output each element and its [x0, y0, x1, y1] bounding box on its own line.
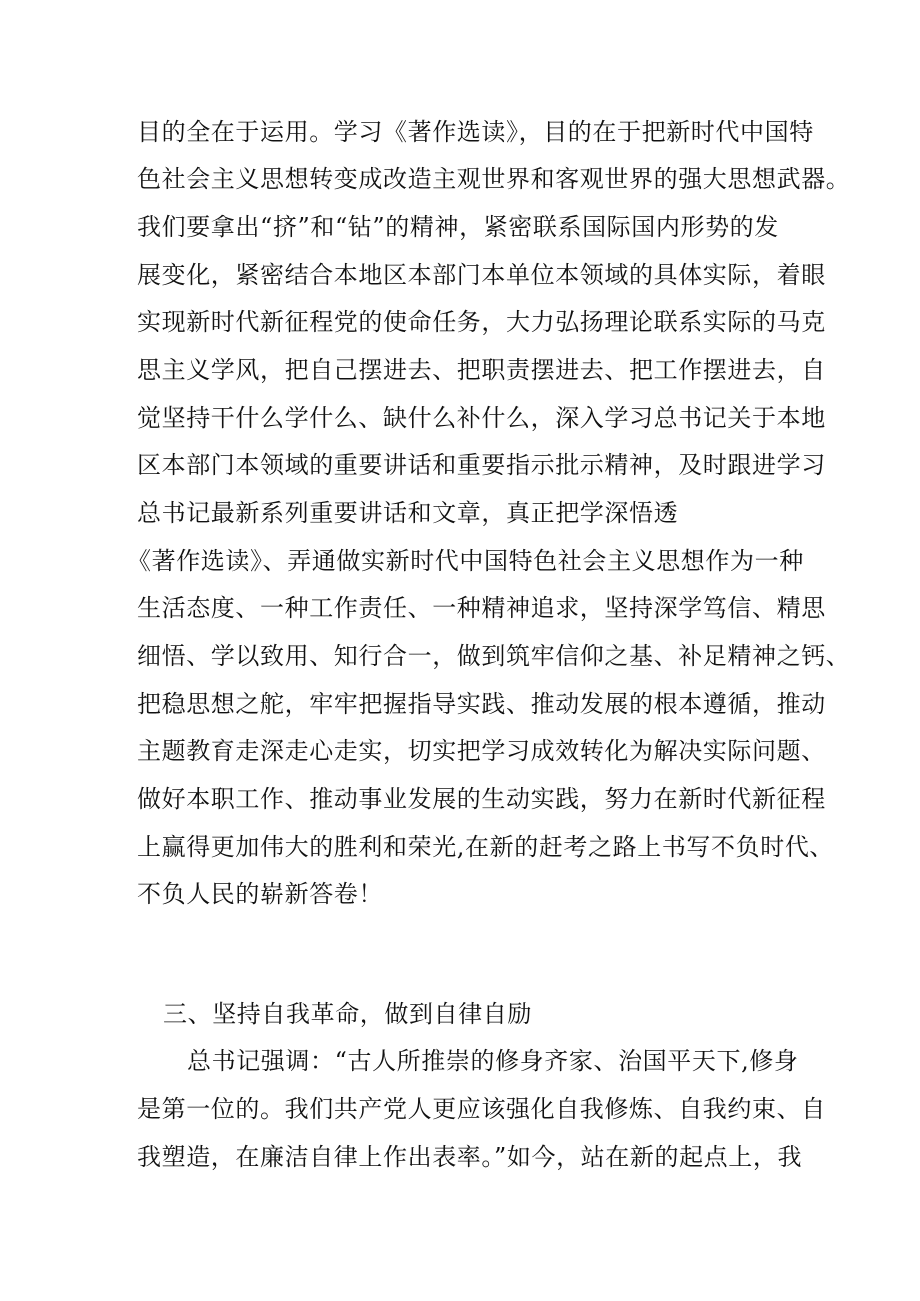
paragraph-line: 展变化，紧密结合本地区本部门本单位本领域的具体实际，着眼: [137, 261, 826, 289]
paragraph-line: 总书记最新系列重要讲话和文章，真正把学深悟透: [137, 499, 679, 527]
paragraph-line: 我们要拿出“挤”和“钻”的精神，紧密联系国际国内形势的发: [137, 213, 779, 241]
paragraph-line: 做好本职工作、推动事业发展的生动实践，努力在新时代新征程: [137, 785, 826, 813]
section-heading: 三、坚持自我革命，做到自律自励: [163, 1000, 532, 1028]
paragraph-line: 不负人民的崭新答卷！: [137, 880, 383, 908]
paragraph-line: 生活态度、一种工作责任、一种精神追求，坚持深学笃信、精思: [137, 594, 826, 622]
paragraph-line: 是第一位的。我们共产党人更应该强化自我修炼、自我约束、自: [137, 1095, 826, 1123]
paragraph-line: 总书记强调：“古人所推崇的修身齐家、治国平天下,修身: [187, 1047, 799, 1075]
paragraph-line: 把稳思想之舵，牢牢把握指导实践、推动发展的根本遵循，推动: [137, 690, 826, 718]
paragraph-line: 《著作选读》、弄通做实新时代中国特色社会主义思想作为一种: [127, 547, 804, 575]
paragraph-line: 实现新时代新征程党的使命任务，大力弘扬理论联系实际的马克: [137, 308, 826, 336]
paragraph-line: 目的全在于运用。学习《著作选读》，目的在于把新时代中国特: [137, 118, 814, 146]
paragraph-line: 区本部门本领域的重要讲话和重要指示批示精神，及时跟进学习: [137, 451, 826, 479]
paragraph-line: 色社会主义思想转变成改造主观世界和客观世界的强大思想武器。: [137, 165, 851, 193]
paragraph-line: 上赢得更加伟大的胜利和荣光,在新的赶考之路上书写不负时代、: [137, 833, 835, 861]
paragraph-line: 主题教育走深走心走实，切实把学习成效转化为解决实际问题、: [137, 737, 826, 765]
paragraph-line: 细悟、学以致用、知行合一，做到筑牢信仰之基、补足精神之钙、: [137, 642, 851, 670]
paragraph-line: 觉坚持干什么学什么、缺什么补什么，深入学习总书记关于本地: [137, 404, 826, 432]
paragraph-line: 思主义学风，把自己摆进去、把职责摆进去、把工作摆进去，自: [137, 356, 826, 384]
paragraph-line: 我塑造，在廉洁自律上作出表率。”如今，站在新的起点上，我: [137, 1143, 803, 1171]
